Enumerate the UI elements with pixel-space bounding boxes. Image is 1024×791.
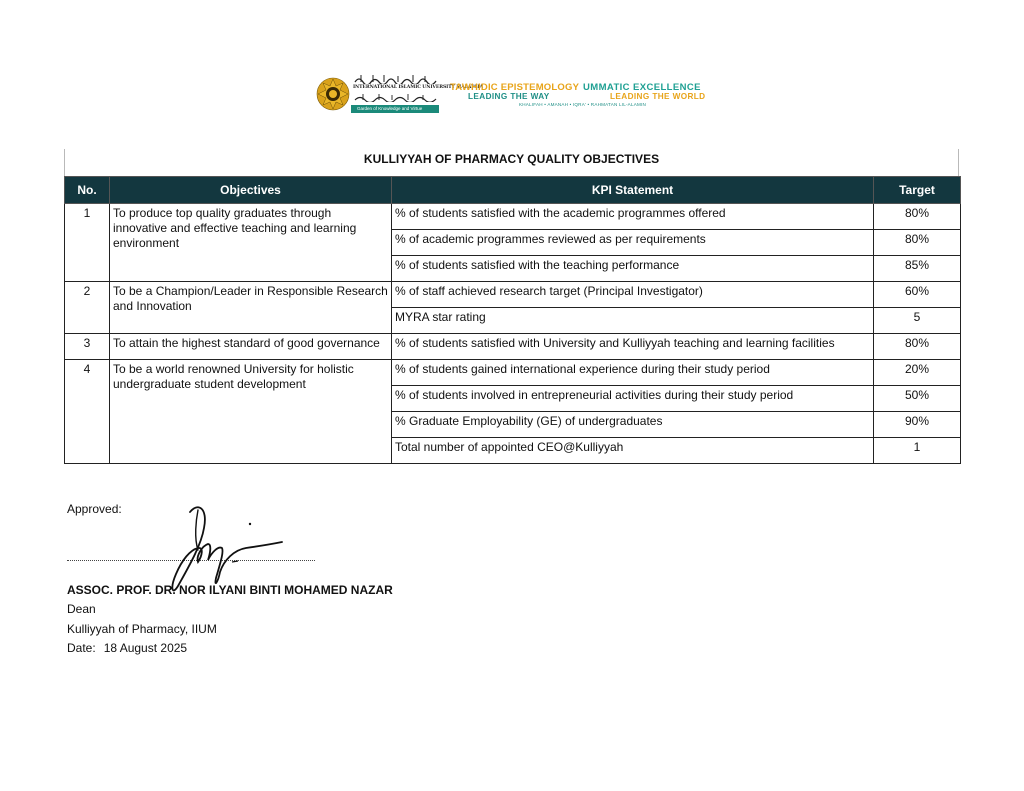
kpi-target: 80% (874, 230, 961, 256)
tagline-leading-the-way: LEADING THE WAY (468, 92, 550, 101)
kpi-target: 85% (874, 256, 961, 282)
iium-motto-band: Garden of Knowledge and Virtue (351, 105, 439, 113)
objective-no: 1 (65, 204, 110, 282)
objective-no: 4 (65, 360, 110, 464)
objective-text: To attain the highest standard of good governance (110, 334, 392, 360)
kpi-statement: % of students involved in entrepreneurial activities during their study period (392, 386, 874, 412)
kpi-statement: % of staff achieved research target (Principal Investigator) (392, 282, 874, 308)
table-header-row (65, 177, 961, 204)
date-value: 18 August 2025 (103, 641, 188, 655)
kpi-statement: % of students satisfied with the teaching performance (392, 256, 874, 282)
objective-text: To be a Champion/Leader in Responsible Research and Innovation (110, 282, 392, 334)
header-kpi-statement: KPI Statement (392, 177, 874, 204)
iium-arabic-calligraphy (353, 74, 438, 84)
approved-label: Approved: (67, 502, 122, 516)
iium-jawi-calligraphy (353, 93, 438, 102)
header-target: Target (874, 177, 961, 204)
date-label: Date: (67, 641, 96, 655)
kpi-target: 80% (874, 204, 961, 230)
table-row (65, 360, 961, 386)
tagline-ummatic: UMMATIC EXCELLENCE (583, 82, 701, 93)
signatory-name: ASSOC. PROF. DR. NOR ILYANI BINTI MOHAMED NAZAR (67, 583, 393, 597)
kpi-statement: % of students satisfied with University and Kulliyyah teaching and learning facilities (392, 334, 874, 360)
kpi-target: 20% (874, 360, 961, 386)
iium-english-name: INTERNATIONAL ISLAMIC UNIVERSITY MALAYSIA (353, 85, 483, 90)
iium-wordmark (351, 72, 483, 116)
kpi-target: 60% (874, 282, 961, 308)
approval-date (67, 641, 187, 655)
table-row (65, 204, 961, 230)
table-row (65, 334, 961, 360)
kpi-target: 90% (874, 412, 961, 438)
kpi-statement: MYRA star rating (392, 308, 874, 334)
objective-text: To be a world renowned University for holistic undergraduate student development (110, 360, 392, 464)
signatory-organization: Kulliyyah of Pharmacy, IIUM (67, 622, 217, 636)
kpi-target: 80% (874, 334, 961, 360)
page-title: KULLIYYAH OF PHARMACY QUALITY OBJECTIVES (363, 152, 660, 166)
objective-text: To produce top quality graduates through innovative and effective teaching and learning environment (110, 204, 392, 282)
tagline-leading-the-world: LEADING THE WORLD (610, 92, 706, 101)
kpi-statement: % of students gained international experience during their study period (392, 360, 874, 386)
objective-no: 2 (65, 282, 110, 334)
quality-objectives-table (64, 176, 961, 464)
signatory-role: Dean (67, 602, 96, 616)
kpi-statement: Total number of appointed CEO@Kulliyyah (392, 438, 874, 464)
tagline-values: KHALIFAH • AMANAH • IQRA' • RAHMATAN LIL-ALAMIN (519, 102, 646, 107)
kpi-statement: % of academic programmes reviewed as per requirements (392, 230, 874, 256)
kpi-statement: % Graduate Employability (GE) of undergraduates (392, 412, 874, 438)
kpi-target: 1 (874, 438, 961, 464)
table-row (65, 282, 961, 308)
header-no: No. (65, 177, 110, 204)
objective-no: 3 (65, 334, 110, 360)
header-objectives: Objectives (110, 177, 392, 204)
kpi-target: 50% (874, 386, 961, 412)
tagline-tawhidic: TAWHIDIC EPISTEMOLOGY (450, 82, 580, 93)
kpi-target: 5 (874, 308, 961, 334)
iium-crest-icon (315, 76, 351, 112)
iium-logo (315, 72, 483, 116)
kpi-statement: % of students satisfied with the academic programmes offered (392, 204, 874, 230)
